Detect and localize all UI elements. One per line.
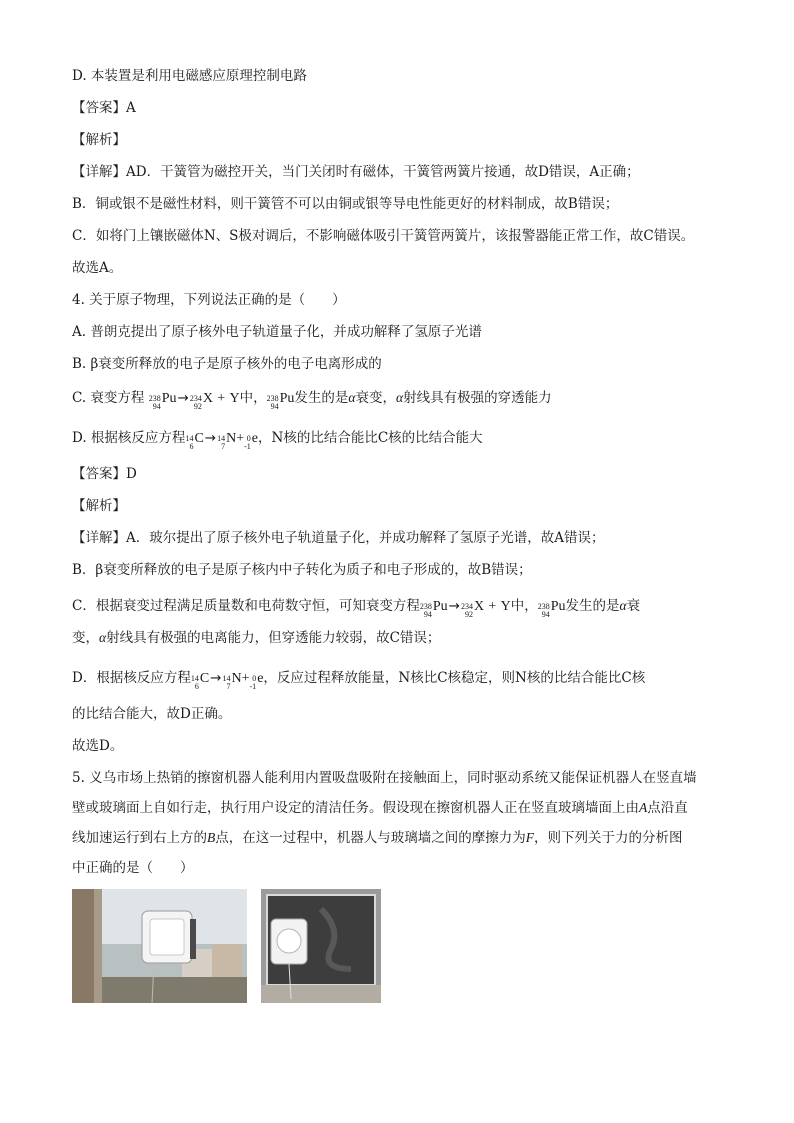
q3-detail-ad <box>72 162 640 182</box>
text: ，反应过程释放能量，N核比C核稳定，则N核的比结合能比C核 <box>263 670 646 686</box>
q3-conclusion: 故选A。 <box>72 260 123 276</box>
nuclide-e: 0 -1 e <box>244 431 259 451</box>
nuclide-e: 0 -1 e <box>249 671 264 691</box>
q5-line-3: 线加速运行到右上方的B点，在这一过程中，机器人与玻璃墙之间的摩擦力为F，则下列关于力的分析图 <box>72 830 683 846</box>
nuclide-n: 14 7 N <box>217 431 237 451</box>
text: C．根据衰变过程满足质量数和电荷数守恒，可知衰变方程 <box>72 598 420 614</box>
analysis-tag: 【解析】 <box>72 498 126 514</box>
nuclide-pu-2: 238 94 Pu <box>266 391 295 411</box>
text: 发生的是 <box>294 390 349 406</box>
q4-detail-b: B．β衰变所释放的电子是原子核内中子转化为质子和电子形成的，故B错误； <box>72 562 532 578</box>
nuclide-pu: 238 94 Pu <box>148 391 177 411</box>
answer-value: A <box>126 100 136 116</box>
alpha-symbol: α <box>348 390 356 405</box>
option-d-label: D. 根据核反应方程 <box>72 430 186 446</box>
text: 射线具有极强的穿透能力 <box>403 390 552 406</box>
q4-option-a: A. 普朗克提出了原子核外电子轨道量子化，并成功解释了氢原子光谱 <box>72 324 482 340</box>
q4-detail-d-cont: 的比结合能大，故D正确。 <box>72 706 232 722</box>
nuclide-c: 14 6 C <box>185 431 204 451</box>
q4-stem: 4. 关于原子物理，下列说法正确的是（ ） <box>72 292 346 308</box>
text: 发生的是 <box>565 598 620 614</box>
window-robot-photo-1 <box>72 889 247 1003</box>
q5-line-2: 壁或玻璃面上自如行走，执行用户设定的清洁任务。假设现在擦窗机器人正在竖直玻璃墙面上由A点沿直 <box>72 800 688 816</box>
plus-sign: + <box>488 599 497 614</box>
text: 衰变， <box>355 390 396 406</box>
q4-option-b: B. β衰变所释放的电子是原子核外的电子电离形成的 <box>72 356 382 372</box>
q3-answer <box>72 98 136 118</box>
reaction-arrow: → <box>448 598 460 614</box>
reaction-arrow: → <box>177 390 189 406</box>
q4-detail-c <box>72 596 640 619</box>
q3-detail-c: C．如将门上镶嵌磁体N、S极对调后，不影响磁体吸引干簧管两簧片，该报警器能正常工作，故C错误。 <box>72 228 695 244</box>
answer-tag: 【答案】 <box>72 100 126 116</box>
alpha-symbol: α <box>395 390 404 405</box>
text: D．根据核反应方程 <box>72 670 191 686</box>
q4-option-d <box>72 428 483 451</box>
nuclide-y: Y <box>500 599 511 614</box>
nuclide-n: 14 7 N <box>222 671 242 691</box>
nuclide-pu-2: 238 94 Pu <box>537 599 566 619</box>
text: 中， <box>510 598 538 614</box>
q5-line-4: 中正确的是（ ） <box>72 860 194 876</box>
text: ，N核的比结合能比C核的比结合能大 <box>258 430 483 446</box>
comma: 中， <box>239 390 267 406</box>
point-a-label: A <box>639 800 648 815</box>
q3-option-d: D. 本装置是利用电磁感应原理控制电路 <box>72 68 307 84</box>
point-b-label: B <box>207 830 216 845</box>
analysis-tag: 【解析】 <box>72 132 126 148</box>
q4-detail-c-cont: 变，α射线具有极强的电离能力，但穿透能力较弱，故C错误； <box>72 630 441 646</box>
plus-sign: + <box>217 391 226 406</box>
nuclide-pu: 238 94 Pu <box>419 599 448 619</box>
nuclide-x: 234 92 X <box>189 391 213 411</box>
q4-option-c <box>72 388 552 411</box>
option-c-label: C. 衰变方程 <box>72 390 145 406</box>
plus-sign: + <box>241 671 250 686</box>
q4-answer <box>72 464 137 484</box>
detail-tag: 【详解】 <box>72 530 126 546</box>
text: 衰 <box>626 598 641 614</box>
q3-detail-b: B．铜或银不是磁性材料，则干簧管不可以由铜或银等导电性能更好的材料制成，故B错误； <box>72 196 619 212</box>
force-f-label: F <box>525 830 534 845</box>
nuclide-c: 14 6 C <box>190 671 210 691</box>
nuclide-x: 234 92 X <box>460 599 485 619</box>
q3-analysis-tag <box>72 130 126 150</box>
answer-tag: 【答案】 <box>72 466 126 482</box>
answer-value: D <box>126 466 137 482</box>
q4-detail-d <box>72 668 645 691</box>
detail-text: AD．干簧管为磁控开关，当门关闭时有磁体，干簧管两簧片接通，故D错误，A正确； <box>126 164 640 180</box>
reaction-arrow: → <box>210 670 222 686</box>
window-robot-photo-2 <box>261 889 381 1003</box>
q4-conclusion: 故选D。 <box>72 738 124 754</box>
q4-detail-a <box>72 528 605 548</box>
reaction-arrow: → <box>204 430 217 446</box>
nuclide-y: Y <box>229 391 240 406</box>
detail-tag: 【详解】 <box>72 164 126 180</box>
alpha-symbol: α <box>619 598 627 613</box>
detail-text: A．玻尔提出了原子核外电子轨道量子化，并成功解释了氢原子光谱，故A错误； <box>126 530 605 546</box>
plus-sign: + <box>236 431 245 446</box>
q5-line-1: 5. 义乌市场上热销的擦窗机器人能利用内置吸盘吸附在接触面上，同时驱动系统又能保证机器人在竖直墙 <box>72 770 697 786</box>
q4-analysis-tag <box>72 496 126 516</box>
alpha-symbol: α <box>99 630 107 645</box>
